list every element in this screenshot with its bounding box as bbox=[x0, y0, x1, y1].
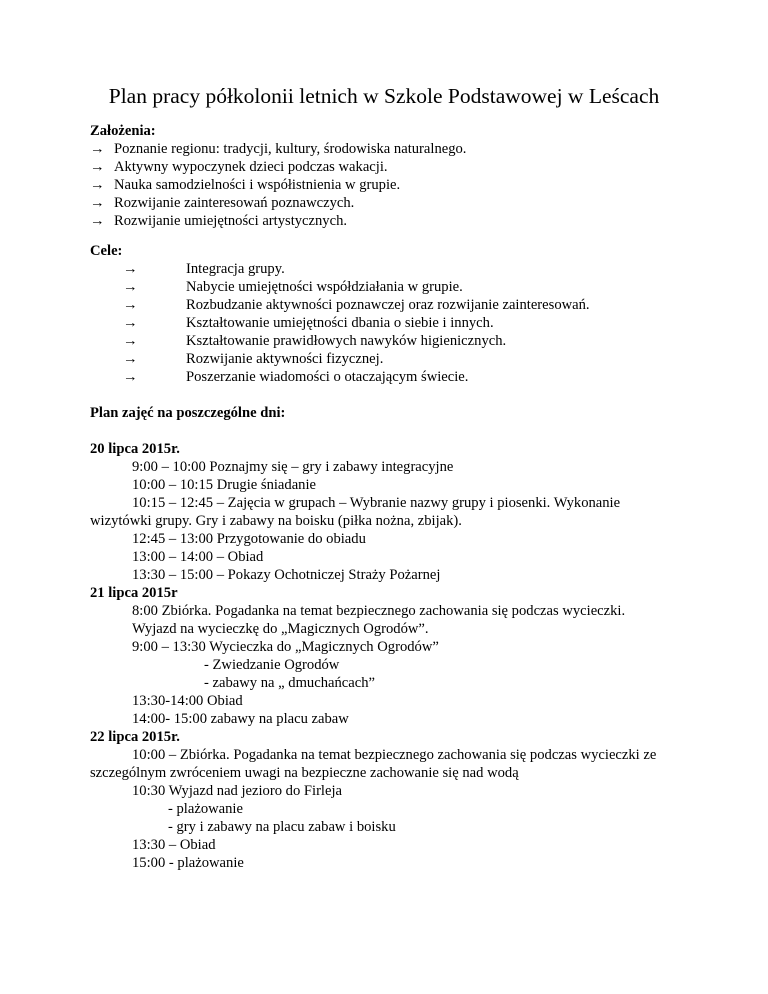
list-item: → Kształtowanie umiejętności dbania o siebie i innych. bbox=[123, 315, 494, 331]
day-schedule bbox=[90, 458, 690, 584]
schedule-line: - gry i zabawy na placu zabaw i boisku bbox=[168, 819, 396, 835]
list-item: → Kształtowanie prawidłowych nawyków higienicznych. bbox=[123, 333, 507, 349]
day-section-2 bbox=[90, 584, 690, 728]
arrow-icon: → bbox=[90, 213, 105, 229]
list-item: → Poznanie regionu: tradycji, kultury, środowiska naturalnego. bbox=[90, 141, 467, 157]
list-item: → Rozbudzanie aktywności poznawczej oraz rozwijanie zainteresowań. bbox=[123, 297, 590, 313]
day-section-3 bbox=[90, 728, 690, 872]
arrow-icon: → bbox=[90, 195, 105, 211]
schedule-line: 13:30-14:00 Obiad bbox=[132, 693, 243, 709]
arrow-icon: → bbox=[123, 369, 138, 385]
arrow-icon: → bbox=[123, 315, 138, 331]
day-schedule bbox=[90, 602, 690, 728]
day-date: 22 lipca 2015r. bbox=[90, 729, 180, 745]
arrow-icon: → bbox=[90, 141, 105, 157]
cele-list bbox=[90, 260, 690, 386]
page-title: Plan pracy półkolonii letnich w Szkole Podstawowej w Leścach bbox=[108, 84, 660, 108]
schedule-line: 9:00 – 13:30 Wycieczka do „Magicznych Ogrodów” bbox=[132, 639, 439, 655]
schedule-line: 10:00 – 10:15 Drugie śniadanie bbox=[132, 477, 317, 493]
list-item: → Rozwijanie zainteresowań poznawczych. bbox=[90, 195, 355, 211]
arrow-icon: → bbox=[123, 261, 138, 277]
schedule-line: Wyjazd na wycieczkę do „Magicznych Ogrodów”. bbox=[132, 621, 429, 637]
schedule-line: 14:00- 15:00 zabawy na placu zabaw bbox=[132, 711, 349, 727]
schedule-line: 15:00 - plażowanie bbox=[132, 855, 244, 871]
schedule-line: 9:00 – 10:00 Poznajmy się – gry i zabawy integracyjne bbox=[132, 459, 454, 475]
zalozenia-heading: Założenia: bbox=[90, 123, 156, 139]
day-date: 21 lipca 2015r bbox=[90, 585, 178, 601]
schedule-line: - plażowanie bbox=[168, 801, 243, 817]
schedule-line: 13:30 – Obiad bbox=[132, 837, 216, 853]
schedule-line: 8:00 Zbiórka. Pogadanka na temat bezpiecznego zachowania się podczas wycieczki. bbox=[132, 603, 626, 619]
schedule-line: 13:00 – 14:00 – Obiad bbox=[132, 549, 264, 565]
day-schedule bbox=[90, 746, 690, 872]
schedule-line: 13:30 – 15:00 – Pokazy Ochotniczej Straży Pożarnej bbox=[132, 567, 441, 583]
list-item: → Nauka samodzielności i współistnienia w grupie. bbox=[90, 177, 401, 193]
cele-section bbox=[90, 242, 690, 386]
schedule-line: 10:15 – 12:45 – Zajęcia w grupach – Wybranie nazwy grupy i piosenki. Wykonanie wizytówki grupy. Gry i zabawy na boisku (piłka nożna, zbijak). bbox=[90, 495, 621, 529]
arrow-icon: → bbox=[123, 297, 138, 313]
plan-heading: Plan zajęć na poszczególne dni: bbox=[90, 405, 286, 421]
list-item: → Rozwijanie umiejętności artystycznych. bbox=[90, 213, 348, 229]
arrow-icon: → bbox=[90, 159, 105, 175]
day-section-1 bbox=[90, 440, 690, 584]
arrow-icon: → bbox=[90, 177, 105, 193]
list-item: → Poszerzanie wiadomości o otaczającym świecie. bbox=[123, 369, 469, 385]
arrow-icon: → bbox=[123, 351, 138, 367]
schedule-line: - Zwiedzanie Ogrodów bbox=[204, 657, 340, 673]
list-item: → Nabycie umiejętności współdziałania w grupie. bbox=[123, 279, 463, 295]
schedule-line: 10:30 Wyjazd nad jezioro do Firleja bbox=[132, 783, 342, 799]
zalozenia-section bbox=[90, 122, 690, 230]
list-item: → Integracja grupy. bbox=[123, 261, 285, 277]
arrow-icon: → bbox=[123, 279, 138, 295]
schedule-line: 12:45 – 13:00 Przygotowanie do obiadu bbox=[132, 531, 366, 547]
zalozenia-list bbox=[90, 140, 690, 230]
day-date: 20 lipca 2015r. bbox=[90, 441, 180, 457]
schedule-line: 10:00 – Zbiórka. Pogadanka na temat bezpiecznego zachowania się podczas wycieczki ze szczególnym zwróceniem uwagi na bezpieczne zachowanie się nad wodą bbox=[90, 747, 657, 781]
list-item: → Aktywny wypoczynek dzieci podczas wakacji. bbox=[90, 159, 388, 175]
list-item: → Rozwijanie aktywności fizycznej. bbox=[123, 351, 384, 367]
schedule-line: - zabawy na „ dmuchańcach” bbox=[204, 675, 375, 691]
arrow-icon: → bbox=[123, 333, 138, 349]
cele-heading: Cele: bbox=[90, 243, 123, 259]
